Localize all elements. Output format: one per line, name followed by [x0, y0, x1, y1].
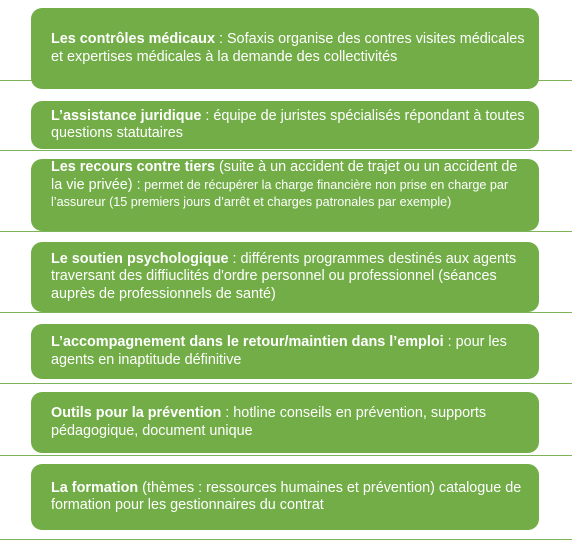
service-title: La formation: [51, 479, 139, 496]
service-text: [51, 480, 525, 515]
divider-line: [0, 383, 572, 384]
service-text: [51, 251, 525, 304]
service-text: [51, 108, 525, 143]
service-title: L’accompagnement dans le retour/maintien dans l’emploi: [51, 334, 444, 350]
service-description: (suite à un accident de trajet ou un accident de la vie privée) :: [51, 159, 518, 193]
service-box-third-party-recourse: [31, 159, 539, 231]
service-description: : différents programmes destinés aux agents traversant des diffiuclités d'ordre personnel ou professionnel (séances auprès de professionnels de santé): [51, 250, 517, 302]
service-text: [51, 334, 525, 369]
service-box-return-to-work: [31, 324, 539, 379]
divider-line: [0, 231, 572, 232]
service-box-legal-assistance: [31, 101, 539, 149]
divider-line: [0, 312, 572, 313]
service-text: [51, 159, 525, 212]
service-box-medical-checks: [31, 8, 539, 89]
service-description: : Sofaxis organise des contres visites médicales et expertises médicales à la demande des collectivités: [51, 31, 525, 65]
service-text: [51, 405, 525, 440]
service-box-prevention-tools: [31, 392, 539, 453]
service-box-psychological-support: [31, 242, 539, 312]
service-description: : hotline conseils en prévention, supports pédagogique, document unique: [51, 405, 487, 439]
service-description: : équipe de juristes spécialisés répondant à toutes questions statutaires: [51, 107, 525, 141]
service-description: : pour les agents en inaptitude définitive: [51, 334, 507, 368]
service-title: Les recours contre tiers: [51, 159, 215, 175]
service-title: Les contrôles médicaux: [51, 31, 215, 47]
service-title: Outils pour la prévention: [51, 405, 222, 421]
service-title: L’assistance juridique: [51, 107, 202, 124]
divider-line: [0, 150, 572, 151]
service-box-training: [31, 464, 539, 530]
service-description: (thèmes : ressources humaines et prévention) catalogue de formation pour les gestionnaires du contrat: [51, 479, 522, 513]
divider-line: [0, 455, 572, 456]
service-title: Le soutien psychologique: [51, 250, 229, 267]
service-text: [51, 31, 525, 66]
divider-line: [0, 539, 572, 540]
service-description-detail: permet de récupérer la charge financière non prise en charge par l’assureur (15 premiers jours d’arrêt et charges patronales par exemple): [51, 177, 509, 209]
